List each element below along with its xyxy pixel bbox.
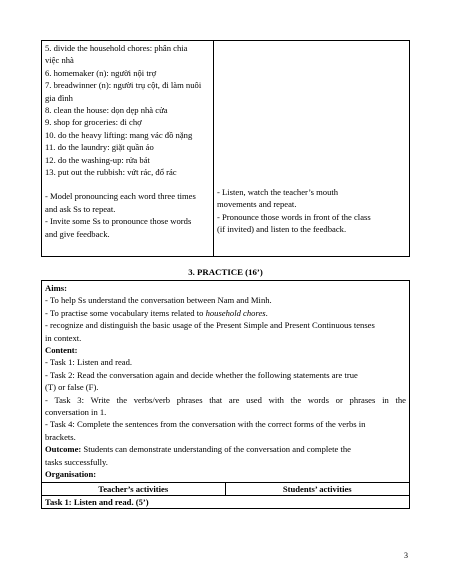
outcome: Outcome: Students can demonstrate understanding of the conversation and complete the [45, 444, 351, 455]
teacher-activities-header: Teacher’s activities [42, 483, 226, 495]
teacher-note: and ask Ss to repeat. [45, 203, 116, 214]
vocab-item: 9. shop for groceries: đi chợ [45, 117, 142, 128]
student-note: - Pronounce those words in front of the class [217, 211, 371, 222]
aim-item: - To help Ss understand the conversation between Nam and Minh. [45, 295, 272, 306]
aim-item: - To practise some vocabulary items related to household chores. [45, 307, 268, 318]
vocab-item: 10. do the heavy lifting: mang vác đồ nặng [45, 129, 193, 140]
page-number: 3 [404, 551, 408, 560]
activities-header-row [42, 482, 409, 495]
vocab-item: 8. clean the house: dọn dẹp nhà cửa [45, 105, 168, 116]
section-title: 3. PRACTICE (16’) [188, 267, 263, 277]
teacher-activities-cell [42, 41, 214, 256]
vocab-item: 6. homemaker (n): người nội trợ [45, 67, 157, 78]
vocab-item: 5. divide the household chores: phân chia [45, 43, 188, 53]
vocab-item: gia đình [45, 92, 73, 103]
organisation-heading: Organisation: [45, 469, 97, 480]
vocab-item: 11. do the laundry: giặt quần áo [45, 142, 154, 153]
student-note: (if invited) and listen to the feedback. [217, 224, 347, 235]
aims-cell [42, 281, 409, 482]
vocab-item: 12. do the washing-up: rửa bát [45, 154, 150, 165]
teacher-note: - Invite some Ss to pronounce those words [45, 216, 192, 227]
aims-heading: Aims: [45, 283, 67, 293]
vocab-item: 7. breadwinner (n): người trụ cột, đi làm nuôi [45, 80, 202, 91]
task-row: Task 1: Listen and read. (5’) [42, 495, 409, 508]
content-item: conversation in 1. [45, 407, 107, 418]
practice-table [41, 280, 410, 509]
content-item: (T) or false (F). [45, 382, 99, 393]
content-heading: Content: [45, 345, 78, 356]
student-note: - Listen, watch the teacher’s mouth [217, 187, 339, 197]
teacher-note: - Model pronouncing each word three times [45, 191, 196, 202]
content-item: - Task 1: Listen and read. [45, 357, 133, 368]
teacher-note: and give feedback. [45, 228, 110, 239]
vocab-item: 13. put out the rubbish: vứt rác, đổ rác [45, 167, 177, 178]
vocabulary-table [41, 40, 410, 257]
content-item: - Task 4: Complete the sentences from the conversation with the correct forms of the verbs in [45, 419, 366, 430]
student-note: movements and repeat. [217, 199, 297, 210]
students-activities-header: Students’ activities [282, 483, 352, 494]
vocab-item: việc nhà [45, 55, 74, 66]
aim-item: in context. [45, 332, 82, 343]
content-item: - Task 2: Read the conversation again and decide whether the following statements are true [45, 369, 358, 380]
outcome-cont: tasks successfully. [45, 456, 108, 467]
content-item: brackets. [45, 431, 76, 442]
aim-item: - recognize and distinguish the basic usage of the Present Simple and Present Continuous tenses [45, 320, 375, 331]
students-activities-cell [214, 41, 409, 256]
content-item: - Task 3: Write the verbs/verb phrases that are used with the words or phrases in the [45, 394, 406, 405]
